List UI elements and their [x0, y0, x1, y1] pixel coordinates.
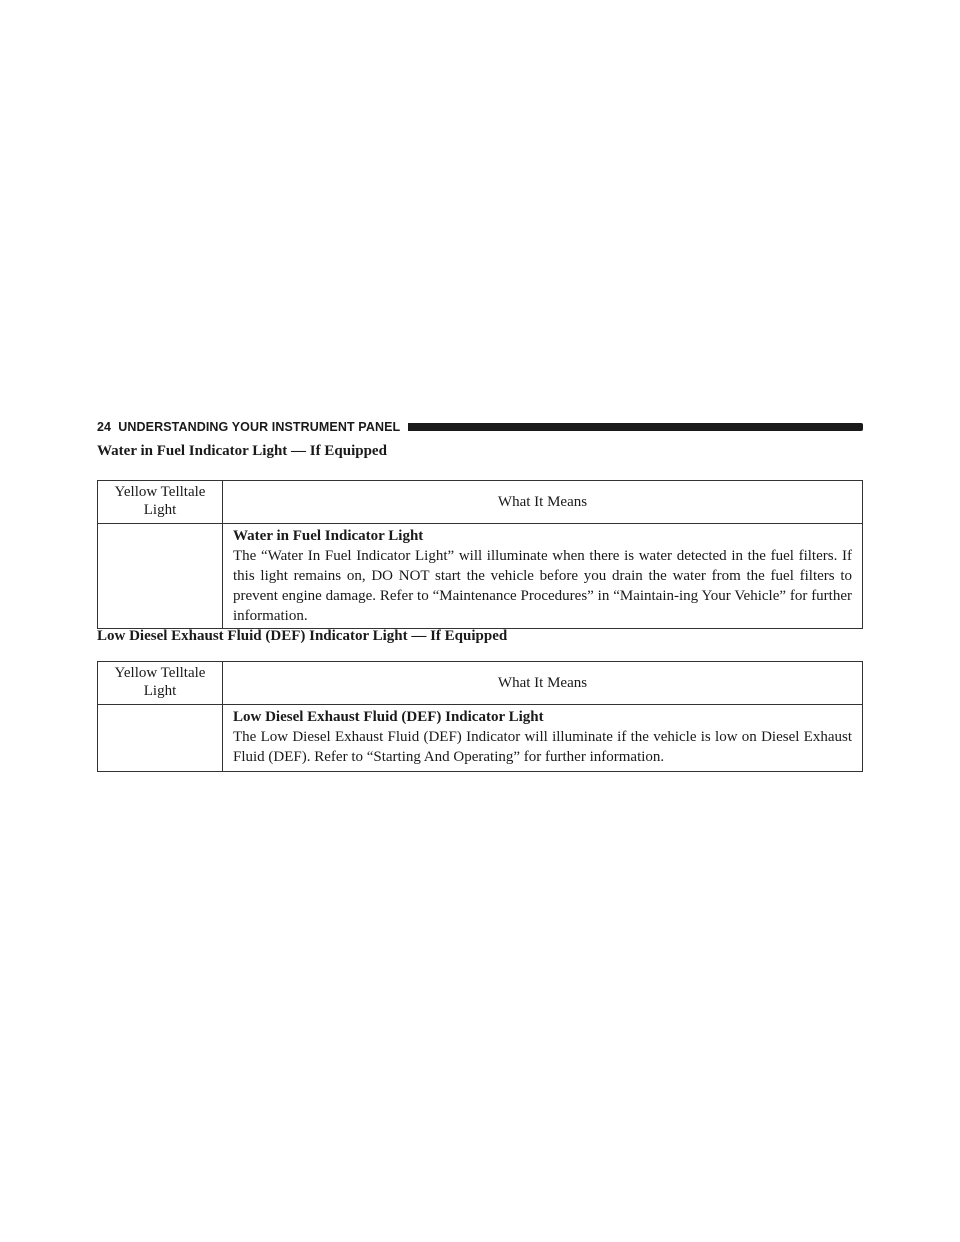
page-header [97, 420, 863, 434]
table-row [98, 705, 863, 772]
section-heading-water-in-fuel: Water in Fuel Indicator Light — If Equipped [97, 443, 387, 459]
telltale-icon-cell [98, 705, 223, 772]
column-header-meaning: What It Means [223, 481, 863, 524]
section-heading-low-def: Low Diesel Exhaust Fluid (DEF) Indicator Light — If Equipped [97, 628, 508, 644]
table-row [98, 524, 863, 629]
meaning-cell [223, 705, 863, 772]
item-body: The “Water In Fuel Indicator Light” will illuminate when there is water detected in the fuel filters. If this light remains on, DO NOT start the vehicle before you drain the water from the fuel filters to prevent engine damage. Refer to “Maintenance Procedures” in “Maintain-ing Your Vehicle” for further information. [233, 548, 852, 624]
item-title: Water in Fuel Indicator Light [233, 528, 424, 544]
item-title: Low Diesel Exhaust Fluid (DEF) Indicator Light [233, 709, 544, 725]
telltale-table-water-in-fuel [97, 480, 863, 629]
table-header-row [98, 662, 863, 705]
column-header-meaning: What It Means [223, 662, 863, 705]
telltale-icon-cell [98, 524, 223, 629]
table-header-row [98, 481, 863, 524]
telltale-table-low-def [97, 661, 863, 772]
page-header-text [97, 420, 400, 434]
section-title: UNDERSTANDING YOUR INSTRUMENT PANEL [118, 420, 401, 434]
column-header-telltale: Yellow Telltale Light [98, 662, 223, 705]
item-body: The Low Diesel Exhaust Fluid (DEF) Indicator will illuminate if the vehicle is low on Diesel Exhaust Fluid (DEF). Refer to “Starting And Operating” for further information. [233, 729, 852, 765]
page-number: 24 [97, 420, 112, 434]
column-header-telltale: Yellow Telltale Light [98, 481, 223, 524]
header-rule [408, 423, 863, 431]
meaning-cell [223, 524, 863, 629]
